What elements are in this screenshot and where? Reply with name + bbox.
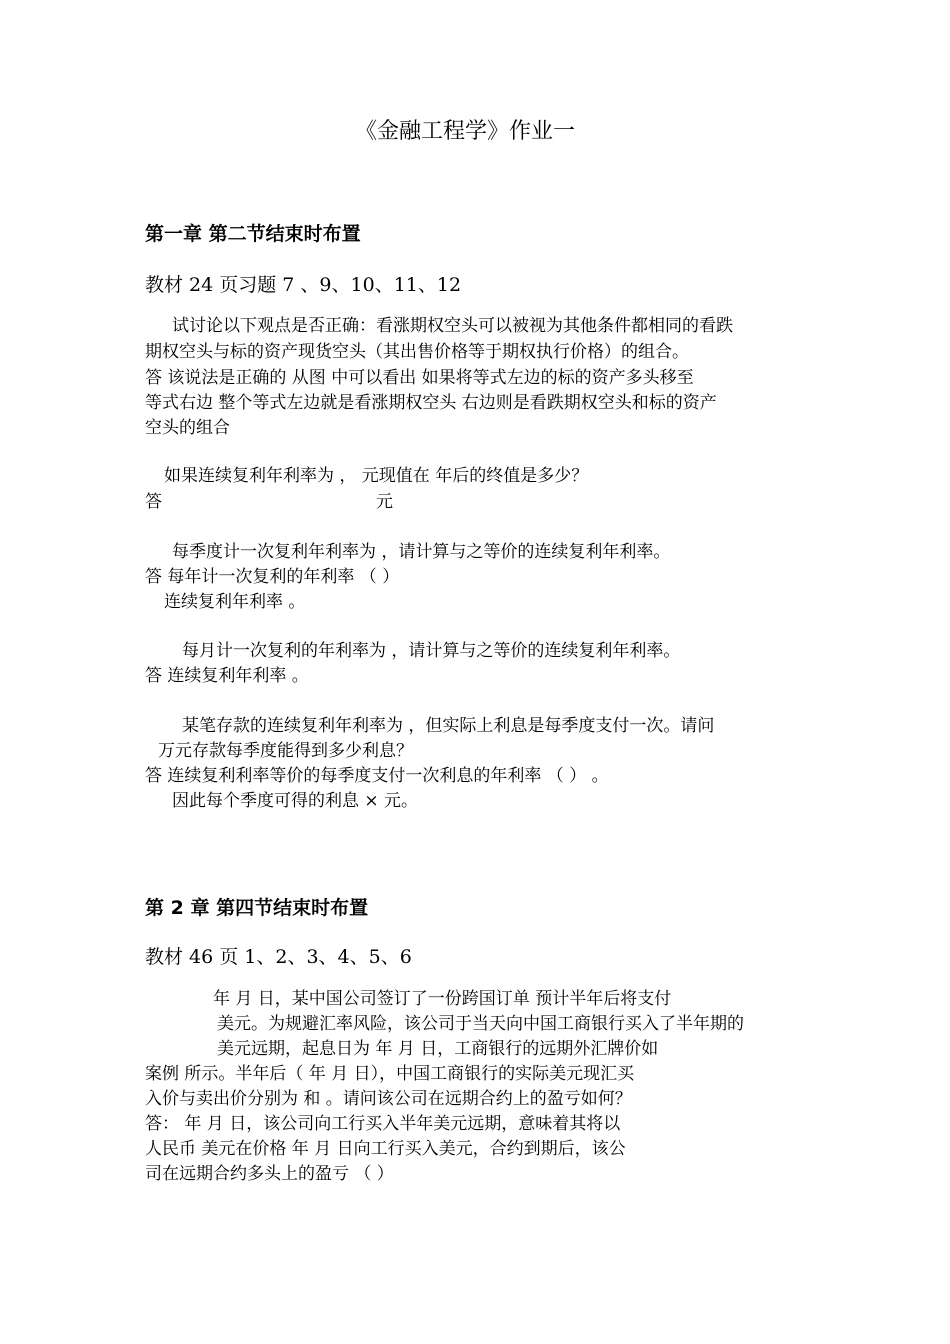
q7-answer-3: 空头的组合 (145, 418, 230, 438)
q7-answer-1: 答 该说法是正确的 从图 中可以看出 如果将等式左边的标的资产多头移至 (145, 368, 694, 388)
q9-answer-unit: 元 (376, 492, 393, 512)
q10-answer-2: 连续复利年利率 。 (164, 592, 306, 612)
chapter-2-textbook-ref: 教材 46 页 1、2、3、4、5、6 (145, 946, 412, 968)
q9-line-1: 如果连续复利年利率为 ， 元现值在 年后的终值是多少？ (164, 466, 589, 486)
q10-line-1: 每季度计一次复利年利率为 ，请计算与之等价的连续复利年利率。 (172, 542, 671, 562)
ch2-q1-answer-1: 答： 年 月 日，该公司向工行买入半年美元远期，意味着其将以 (145, 1114, 621, 1134)
ch2-q1-line-2: 美元。为规避汇率风险，该公司于当天向中国工商银行买入了半年期的 (217, 1014, 744, 1034)
ch2-q1-line-5: 入价与卖出价分别为 和 。请问该公司在远期合约上的盈亏如何？ (145, 1089, 632, 1109)
chapter-1-textbook-ref: 教材 24 页习题 7 、9、10、11、12 (145, 274, 462, 296)
page-title: 《金融工程学》作业一 (355, 119, 576, 144)
q9-answer-label: 答 (145, 492, 162, 512)
ch2-q1-line-3: 美元远期，起息日为 年 月 日，工商银行的远期外汇牌价如 (217, 1039, 659, 1059)
q11-answer-1: 答 连续复利年利率 。 (145, 666, 309, 686)
q7-answer-2: 等式右边 整个等式左边就是看涨期权空头 右边则是看跌期权空头和标的资产 (145, 393, 717, 413)
q12-answer-2: 因此每个季度可得的利息 × 元。 (172, 791, 419, 811)
chapter-1-heading: 第一章 第二节结束时布置 (145, 223, 361, 245)
ch2-q1-answer-3: 司在远期合约多头上的盈亏 （ ） (145, 1164, 394, 1184)
q12-line-1: 某笔存款的连续复利年利率为 ，但实际上利息是每季度支付一次。请问 (182, 716, 715, 736)
ch2-q1-line-1: 年 月 日，某中国公司签订了一份跨国订单 预计半年后将支付 (213, 989, 672, 1009)
ch2-q1-line-4: 案例 所示。半年后（ 年 月 日），中国工商银行的实际美元现汇买 (145, 1064, 635, 1084)
q12-line-2: 万元存款每季度能得到多少利息？ (158, 741, 413, 761)
q7-line-1: 试讨论以下观点是否正确：看涨期权空头可以被视为其他条件都相同的看跌 (172, 316, 733, 336)
q7-line-2: 期权空头与标的资产现货空头（其出售价格等于期权执行价格）的组合。 (145, 342, 689, 362)
q11-line-1: 每月计一次复利的年利率为 ，请计算与之等价的连续复利年利率。 (182, 641, 681, 661)
ch2-q1-answer-2: 人民币 美元在价格 年 月 日向工行买入美元，合约到期后，该公 (145, 1139, 626, 1159)
q12-answer-1: 答 连续复利利率等价的每季度支付一次利息的年利率 （ ） 。 (145, 766, 609, 786)
q10-answer-1: 答 每年计一次复利的年利率 （ ） (145, 567, 400, 587)
chapter-2-heading: 第 2 章 第四节结束时布置 (145, 897, 369, 919)
